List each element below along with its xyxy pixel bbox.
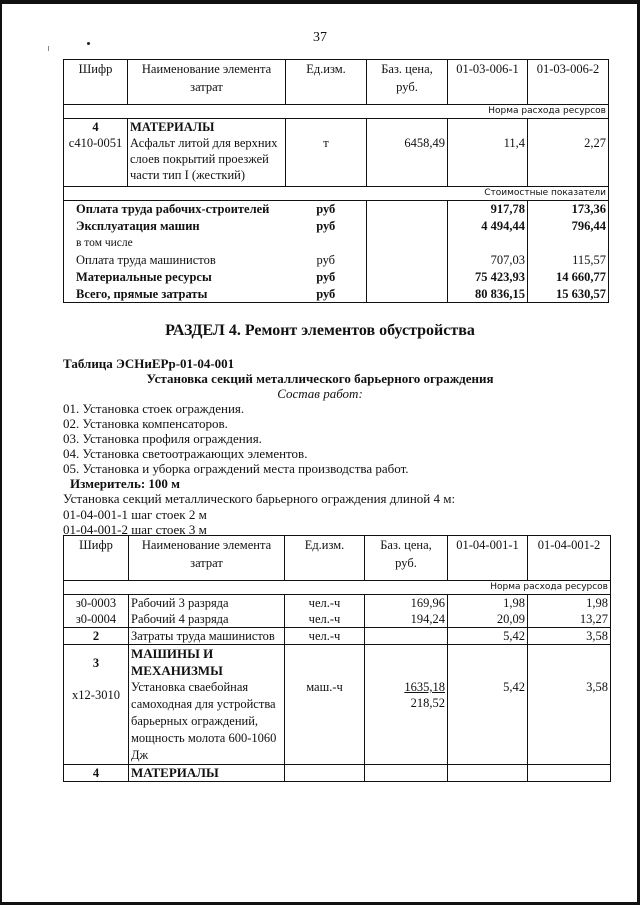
- table-row: [64, 765, 611, 782]
- cost-v1: 4 494,44: [448, 218, 528, 235]
- cost-unit: руб: [286, 286, 367, 303]
- operator-code: 2: [64, 628, 129, 645]
- cost-price-empty: [367, 252, 448, 269]
- cost-price-empty: [367, 286, 448, 303]
- cost-v1: [448, 235, 528, 252]
- cost-price-empty: [367, 218, 448, 235]
- operator-v2: 3,58: [528, 628, 611, 645]
- machine-v2: 3,58: [528, 645, 611, 765]
- empty-cell: [285, 765, 365, 782]
- labor-name: Рабочий 4 разряда: [129, 611, 285, 628]
- labor-price: 194,24: [365, 611, 448, 628]
- table-header-row: [64, 60, 609, 105]
- cost-unit: руб: [286, 269, 367, 286]
- scan-dot: [87, 42, 90, 45]
- work-item: 03. Установка профиля ограждения.: [63, 431, 262, 446]
- operator-name: Затраты труда машинистов: [129, 628, 285, 645]
- materials-name: МАТЕРИАЛЫ: [129, 765, 285, 782]
- cost-name: Всего, прямые затраты: [64, 286, 286, 303]
- norm-label-row: [64, 581, 611, 595]
- cost-name: Оплата труда машинистов: [64, 252, 286, 269]
- cost-price-empty: [367, 235, 448, 252]
- header-unit: Ед.изм.: [285, 536, 365, 581]
- operator-price: [365, 628, 448, 645]
- header-price: Баз. цена, руб.: [367, 60, 448, 105]
- labor-code: з0-0004: [64, 611, 129, 628]
- cost-row: [64, 218, 609, 235]
- header-code: Шифр: [64, 60, 128, 105]
- cost-unit: руб: [286, 252, 367, 269]
- cost-label-row: [64, 187, 609, 201]
- empty-cell: [448, 765, 528, 782]
- material-v1: 11,4: [448, 119, 528, 187]
- machine-name-cell: МАШИНЫ И МЕХАНИЗМЫ Установка сваебойная самоходная для устройства барьерных ограждений, мощность молота 600-1060 Дж: [129, 645, 285, 765]
- cost-unit: руб: [286, 201, 367, 218]
- description-text: Установка секций металлического барьерного ограждения длиной 4 м:: [63, 491, 456, 506]
- work-item: 02. Установка компенсаторов.: [63, 416, 228, 431]
- cost-row: [64, 269, 609, 286]
- cost-v1: 75 423,93: [448, 269, 528, 286]
- header-code: Шифр: [64, 536, 129, 581]
- resource-table-01-04-001: [63, 535, 611, 782]
- cost-name: Материальные ресурсы: [64, 269, 286, 286]
- labor-v1: 20,09: [448, 611, 528, 628]
- section-title: РАЗДЕЛ 4. Ремонт элементов обустройства: [165, 322, 475, 339]
- variant-line: 01-04-001-2 шаг стоек 3 м: [63, 522, 207, 537]
- variant-line: 01-04-001-1 шаг стоек 2 м: [63, 506, 207, 522]
- work-list: [63, 401, 409, 476]
- machine-unit: маш.-ч: [285, 645, 365, 765]
- resource-table-01-03-006: [63, 59, 609, 303]
- header-name: Наименование элемента затрат: [129, 536, 285, 581]
- labor-v2: 1,98: [528, 595, 611, 612]
- cost-row: [64, 235, 609, 252]
- material-name-cell: МАТЕРИАЛЫ Асфальт литой для верхних слоев покрытий проезжей части тип I (жесткий): [128, 119, 286, 187]
- table-code: Таблица ЭСНиЕРр-01-04-001: [63, 356, 235, 371]
- cost-v1: 917,78: [448, 201, 528, 218]
- table-name: Установка секций металлического барьерного ограждения: [146, 371, 494, 386]
- work-item: 01. Установка стоек ограждения.: [63, 401, 245, 416]
- cost-v2: [528, 235, 609, 252]
- labor-price: 169,96: [365, 595, 448, 612]
- cost-unit: руб: [286, 218, 367, 235]
- cost-v2: 173,36: [528, 201, 609, 218]
- table-row: [64, 628, 611, 645]
- cost-unit: [286, 235, 367, 252]
- table-row: [64, 595, 611, 612]
- header-unit: Ед.изм.: [286, 60, 367, 105]
- cost-v2: 115,57: [528, 252, 609, 269]
- cost-row: [64, 201, 609, 218]
- scan-mark: [48, 46, 49, 51]
- header-variant-2: 01-03-006-2: [528, 60, 609, 105]
- cost-name: Оплата труда рабочих-строителей: [64, 201, 286, 218]
- labor-code: з0-0003: [64, 595, 129, 612]
- cost-price-empty: [367, 201, 448, 218]
- table-row: [64, 645, 611, 765]
- machine-price: 1635,18 218,52: [365, 645, 448, 765]
- cost-price-empty: [367, 269, 448, 286]
- variant-description: [63, 491, 455, 538]
- norm-label: Норма расхода ресурсов: [64, 581, 611, 595]
- header-name: Наименование элемента затрат: [128, 60, 286, 105]
- cost-name: в том числе: [64, 235, 286, 252]
- header-variant-1: 01-03-006-1: [448, 60, 528, 105]
- material-price: 6458,49: [367, 119, 448, 187]
- material-code-cell: 4 с410-0051: [64, 119, 128, 187]
- labor-v1: 1,98: [448, 595, 528, 612]
- measure-unit: Измеритель: 100 м: [70, 476, 181, 491]
- work-composition-heading: Состав работ:: [277, 386, 363, 401]
- labor-v2: 13,27: [528, 611, 611, 628]
- table-row: [64, 611, 611, 628]
- cost-name: Эксплуатация машин: [64, 218, 286, 235]
- cost-row: [64, 252, 609, 269]
- cost-v2: 15 630,57: [528, 286, 609, 303]
- header-variant-1: 01-04-001-1: [448, 536, 528, 581]
- cost-v1: 80 836,15: [448, 286, 528, 303]
- cost-v2: 14 660,77: [528, 269, 609, 286]
- labor-unit: чел.-ч: [285, 611, 365, 628]
- header-variant-2: 01-04-001-2: [528, 536, 611, 581]
- labor-unit: чел.-ч: [285, 595, 365, 612]
- labor-name: Рабочий 3 разряда: [129, 595, 285, 612]
- cost-label: Стоимостные показатели: [64, 187, 609, 201]
- empty-cell: [528, 765, 611, 782]
- cost-row: [64, 286, 609, 303]
- norm-label-row: [64, 105, 609, 119]
- cost-v2: 796,44: [528, 218, 609, 235]
- work-item: 05. Установка и уборка ограждений места производства работ.: [63, 461, 409, 476]
- operator-v1: 5,42: [448, 628, 528, 645]
- work-item: 04. Установка светоотражающих элементов.: [63, 446, 308, 461]
- machine-code-cell: 3 х12-3010: [64, 645, 129, 765]
- operator-unit: чел.-ч: [285, 628, 365, 645]
- materials-code: 4: [64, 765, 129, 782]
- material-v2: 2,27: [528, 119, 609, 187]
- table-row: [64, 119, 609, 187]
- empty-cell: [365, 765, 448, 782]
- table-header-row: [64, 536, 611, 581]
- page-number: 37: [313, 30, 327, 45]
- header-price: Баз. цена, руб.: [365, 536, 448, 581]
- cost-v1: 707,03: [448, 252, 528, 269]
- machine-v1: 5,42: [448, 645, 528, 765]
- material-unit: т: [286, 119, 367, 187]
- norm-label: Норма расхода ресурсов: [64, 105, 609, 119]
